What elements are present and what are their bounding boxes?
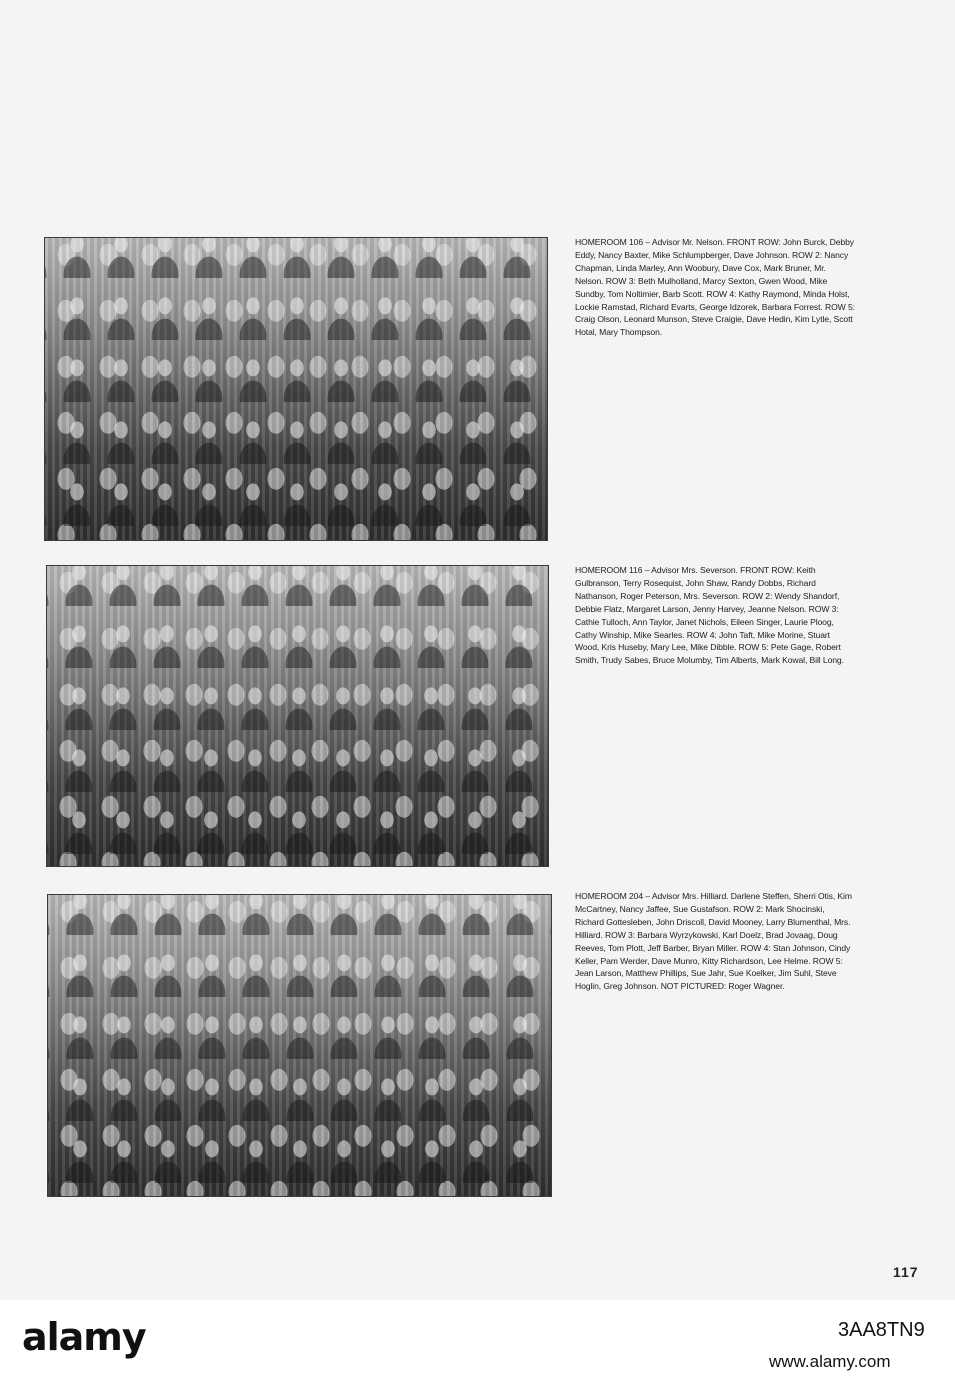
homeroom-106-caption: HOMEROOM 106 – Advisor Mr. Nelson. FRONT ROW: John Burck, Debby Eddy, Nancy Baxter, Mike Schlumpberger, Dave Johnson. ROW 2: Nancy Chapman, Linda Marley, Ann Woobury, Dave Cox, Mark Bruner, Mr. Nelson. ROW 3: Beth Mulholland, Marcy Sexton, Gwen Wood, Mike Sundby, Tom Noltimier, Barb Scott. ROW 4: Kathy Raymond, Minda Holst, Lockie Ramstad, Richard Evarts, George Idzorek, Barbara Forrest. ROW 5: Craig Olson, Leonard Munson, Steve Craigie, Dave Hedin, Kim Lytle, Scott Hotal, Mary Thompson.	[575, 237, 855, 338]
watermark-url: www.alamy.com	[769, 1352, 891, 1371]
photo-rows-pattern	[48, 895, 551, 1196]
homeroom-204-caption: HOMEROOM 204 – Advisor Mrs. Hilliard. Darlene Steffen, Sherri Otis, Kim McCartney, Nancy Jaffee, Sue Gustafson. ROW 2: Mark Shocinski, Richard Gottesleben, John Driscoll, David Mooney, Larry Blumenthal, Mrs. Hilliard. ROW 3: Barbara Wyrzykowski, Karl Doelz, Brad Jovaag, Doug Reeves, Tom Plott, Jeff Barber, Bryan Miller. ROW 4: Stan Johnson, Cindy Keller, Pam Werder, Dave Munro, Kitty Richardson, Lee Helme. ROW 5: Jean Larson, Matthew Phillips, Sue Jahr, Sue Koelker, Jim Suhl, Steve Hoglin, Greg Johnson. NOT PICTURED: Roger Wagner.	[575, 891, 852, 992]
watermark-image-id: 3AA8TN9	[838, 1319, 925, 1341]
page-number: 117	[893, 1264, 919, 1280]
homeroom-106-group-photo	[44, 237, 548, 541]
photo-rows-pattern	[47, 566, 548, 866]
homeroom-116-caption: HOMEROOM 116 – Advisor Mrs. Severson. FRONT ROW: Keith Gulbranson, Terry Rosequist, John Shaw, Randy Dobbs, Richard Nathanson, Roger Peterson, Mrs. Severson. ROW 2: Wendy Shandorf, Debbie Flatz, Margaret Larson, Jenny Harvey, Jeanne Nelson. ROW 3: Cathie Tulloch, Ann Taylor, Janet Nichols, Eileen Singer, Laurie Ploog, Cathy Winship, Mike Searles. ROW 4: John Taft, Mike Morine, Stuart Wood, Kris Huseby, Mary Lee, Mike Dibble. ROW 5: Pete Gage, Robert Smith, Trudy Sabes, Bruce Molumby, Tim Alberts, Mark Kowal, Bill Long.	[575, 565, 844, 666]
homeroom-116-group-photo	[46, 565, 549, 867]
watermark-logo: alamy	[22, 1315, 146, 1359]
homeroom-204-group-photo	[47, 894, 552, 1197]
photo-rows-pattern	[45, 238, 547, 540]
